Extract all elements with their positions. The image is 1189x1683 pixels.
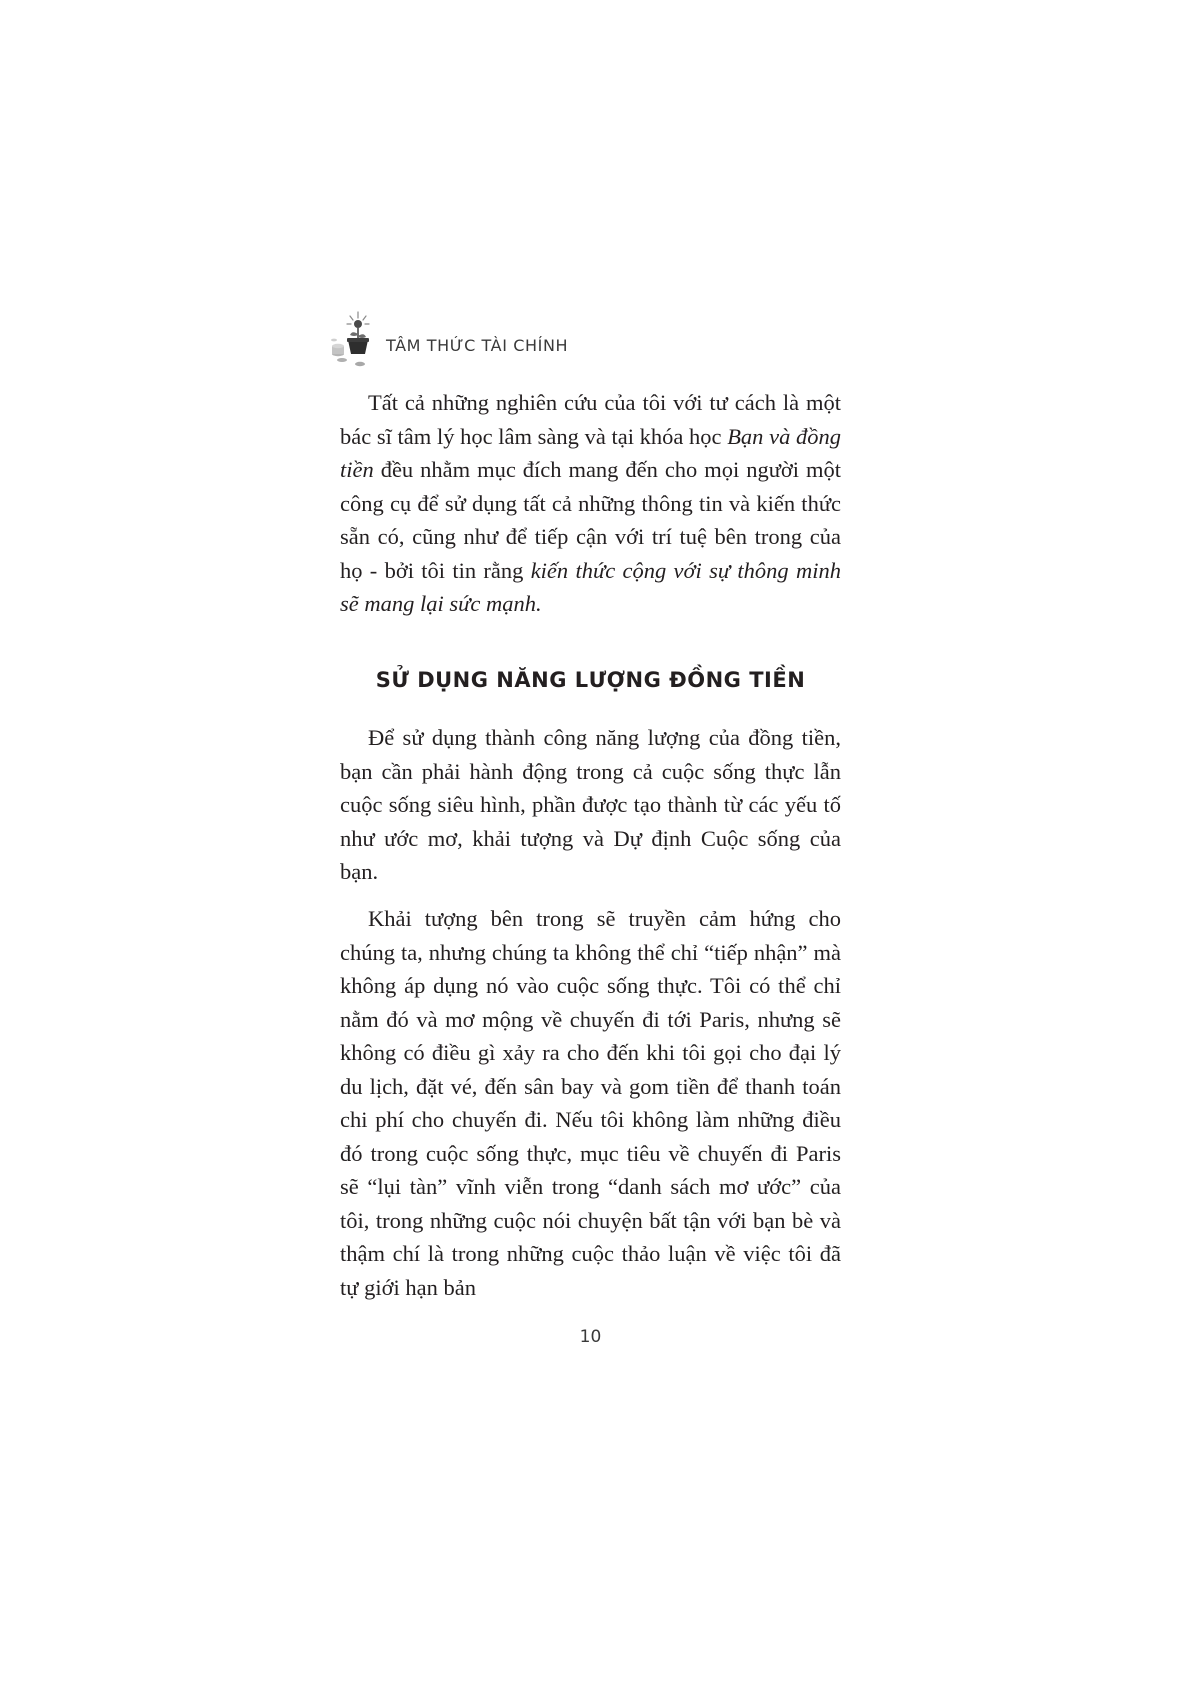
paragraph-2: Để sử dụng thành công năng lượng của đồng tiền, bạn cần phải hành động trong cả cuộc sống thực lẫn cuộc sống siêu hình, phần được tạo thành từ các yếu tố như ước mơ, khải tượng và Dự định Cuộc sống của bạn. — [340, 725, 841, 884]
money-plant-icon — [330, 310, 376, 368]
paragraph-3: Khải tượng bên trong sẽ truyền cảm hứng cho chúng ta, nhưng chúng ta không thể chỉ “tiếp nhận” mà không áp dụng nó vào cuộc sống thực. Tôi có thể chỉ nằm đó và mơ mộng về chuyến đi tới Paris, nhưng sẽ không có điều gì xảy ra cho đến khi tôi gọi cho đại lý du lịch, đặt vé, đến sân bay và gom tiền để thanh toán chi phí cho chuyến đi. Nếu tôi không làm những điều đó trong cuộc sống thực, mục tiêu về chuyến đi Paris sẽ “lụi tàn” vĩnh viễn trong “danh sách mơ ước” của tôi, trong những cuộc nói chuyện bất tận với bạn bè và thậm chí là trong những cuộc thảo luận về việc tôi đã tự giới hạn bản — [340, 906, 841, 1300]
paragraph-2-block — [340, 721, 841, 889]
intro-paragraph — [340, 386, 841, 621]
intro-text-2: đều nhằm mục đích mang đến cho mọi người một công cụ để sử dụng tất cả những thông tin và kiến thức sẵn có, cũng như để tiếp cận với trí tuệ bên trong của họ - bởi tôi tin rằng — [340, 457, 841, 583]
section-heading: SỬ DỤNG NĂNG LƯỢNG ĐỒNG TIỀN — [375, 668, 806, 692]
key-quote-italic: kiến thức cộng với sự thông minh sẽ mang lại sức mạnh. — [340, 557, 841, 616]
intro-text-1: Tất cả những nghiên cứu của tôi với tư cách là một bác sĩ tâm lý học lâm sàng và tại khóa học — [340, 390, 841, 449]
paragraph-3-block — [340, 902, 841, 1304]
running-head — [330, 310, 850, 370]
running-head-title: TÂM THỨC TÀI CHÍNH — [386, 336, 569, 355]
course-title-italic: Bạn và đồng tiền — [340, 423, 841, 482]
intro-paragraph-block — [340, 386, 841, 621]
page-number: 10 — [579, 1327, 602, 1347]
